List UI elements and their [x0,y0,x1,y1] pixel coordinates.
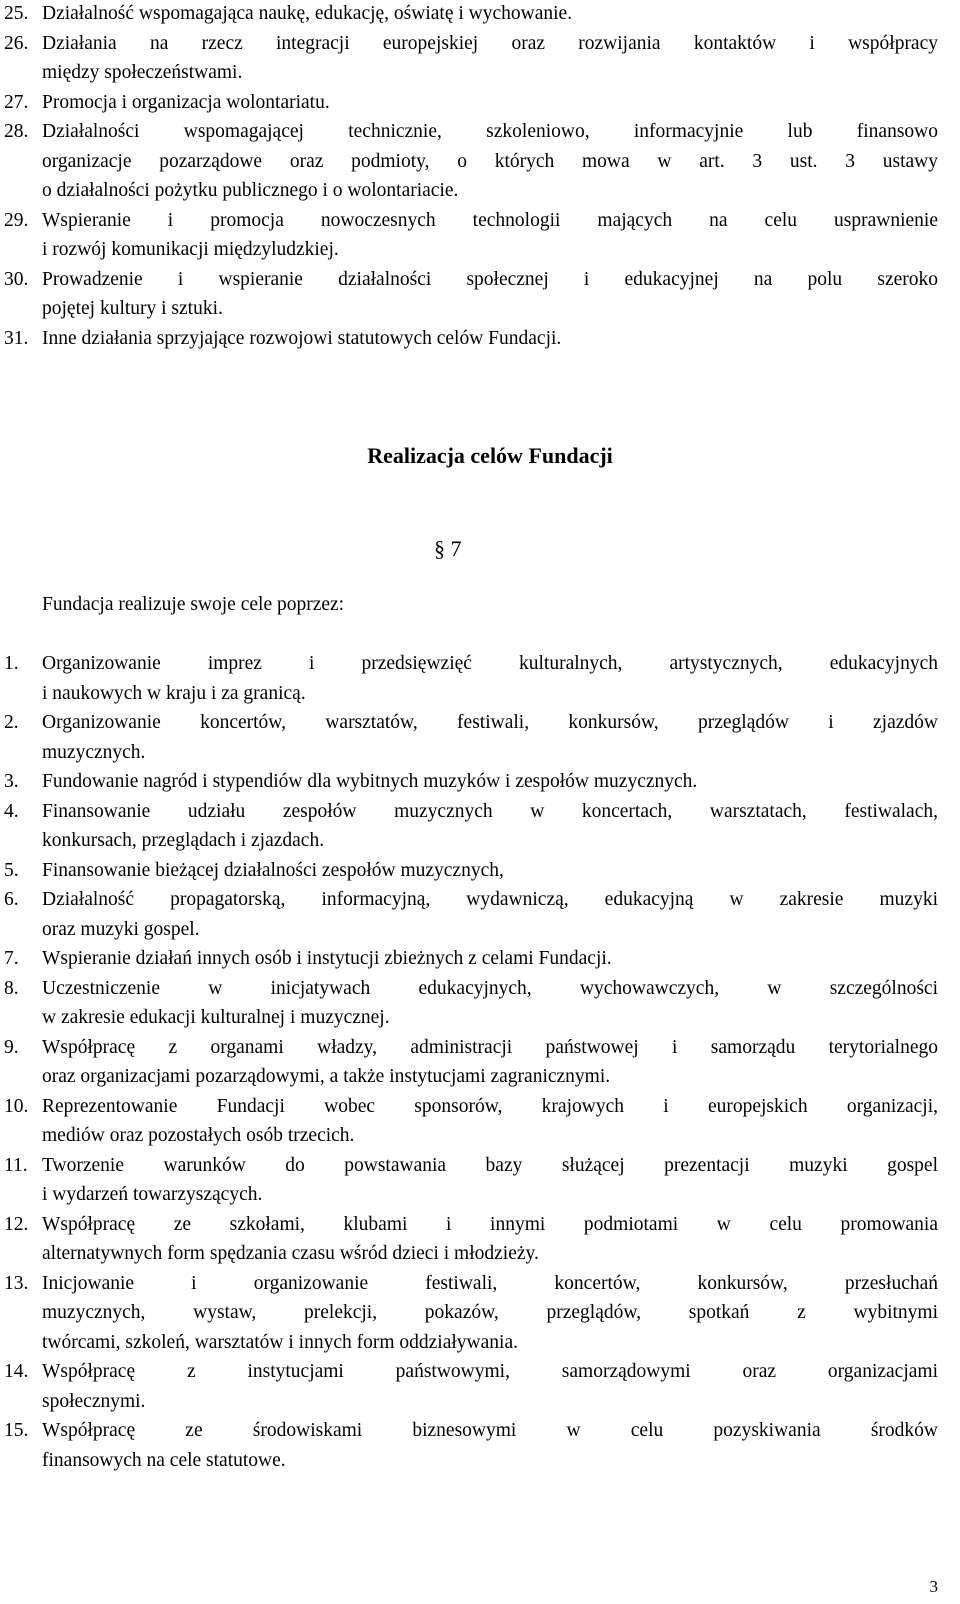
list-item [0,29,960,88]
list-item-text-line: między społeczeństwami. [42,62,243,83]
page-number: 3 [929,1577,938,1596]
section-heading: Realizacja celów Fundacji [367,443,613,468]
list-item-text-line: Finansowanie udziału zespołów muzycznych w koncertach, warsztatach, festiwalach, [42,800,938,822]
realization-means-list [0,649,960,1475]
list-item-number: 6. [4,889,19,910]
list-item-number: 25. [4,3,29,24]
list-item [0,117,960,206]
list-item-number: 14. [4,1361,29,1382]
list-item [0,206,960,265]
list-item-number: 28. [4,121,29,142]
list-item [0,944,960,974]
list-item [0,88,960,118]
list-item-text-line: Finansowanie bieżącej działalności zespołów muzycznych, [42,859,504,881]
list-item-text-line: Działalność propagatorską, informacyjną, wydawniczą, edukacyjną w zakresie muzyki [42,889,938,910]
list-item-number: 3. [4,771,19,792]
list-item-text-line: muzycznych. [42,741,146,763]
list-item-number: 27. [4,91,29,113]
list-item-text-line: organizacje pozarządowe oraz podmioty, o których mowa w art. 3 ust. 3 ustawy [42,150,938,172]
list-item-text-line: w zakresie edukacji kulturalnej i muzycznej. [42,1007,390,1028]
list-item-number: 7. [4,948,19,969]
list-item-text-line: Inne działania sprzyjające rozwojowi statutowych celów Fundacji. [42,327,562,349]
list-item [0,1092,960,1151]
list-item-text-line: oraz muzyki gospel. [42,918,200,940]
list-item-number: 13. [4,1272,29,1294]
list-item-text-line: Działalność wspomagająca naukę, edukację, oświatę i wychowanie. [42,3,573,24]
list-item [0,1269,960,1358]
list-item-text-line: alternatywnych form spędzania czasu wśród dzieci i młodzieży. [42,1243,539,1264]
list-item-text-line: Działalności wspomagającej technicznie, szkoleniowo, informacyjnie lub finansowo [42,121,938,142]
list-item-number: 8. [4,977,19,999]
list-item-text-line: Organizowanie imprez i przedsięwzięć kulturalnych, artystycznych, edukacyjnych [42,653,938,674]
list-item-text-line: Fundowanie nagród i stypendiów dla wybitnych muzyków i zespołów muzycznych. [42,771,698,792]
list-item-text-line: Reprezentowanie Fundacji wobec sponsorów, krajowych i europejskich organizacji, [42,1095,938,1117]
list-item-text-line: społecznymi. [42,1390,146,1412]
list-item-number: 4. [4,800,19,822]
list-item [0,856,960,886]
list-item-text-line: o działalności pożytku publicznego i o wolontariacie. [42,180,459,201]
list-item-text-line: Współpracę z instytucjami państwowymi, samorządowymi oraz organizacjami [42,1361,938,1382]
list-item-text-line: twórcami, szkoleń, warsztatów i innych form oddziaływania. [42,1331,518,1353]
list-item-text-line: Tworzenie warunków do powstawania bazy służącej prezentacji muzyki gospel [42,1154,938,1176]
list-item-text-line: mediów oraz pozostałych osób trzecich. [42,1125,355,1146]
list-item [0,1033,960,1092]
list-item-text-line: muzycznych, wystaw, prelekcji, pokazów, przeglądów, spotkań z wybitnymi [42,1302,938,1323]
list-item [0,974,960,1033]
list-item [0,885,960,944]
list-item-text-line: i rozwój komunikacji międzyludzkiej. [42,239,339,260]
list-item [0,649,960,708]
list-item-text-line: Współpracę ze środowiskami biznesowymi w celu pozyskiwania środków [42,1420,938,1441]
list-item-number: 26. [4,32,29,54]
list-item-text-line: oraz organizacjami pozarządowymi, a także instytucjami zagranicznymi. [42,1066,611,1087]
list-item [0,265,960,324]
list-item-text-line: i naukowych w kraju i za granicą. [42,682,306,704]
list-item-text-line: Prowadzenie i wspieranie działalności społecznej i edukacyjnej na polu szeroko [42,268,938,290]
list-item-number: 29. [4,209,29,231]
paragraph-sign: § 7 [434,536,462,561]
list-item [0,1210,960,1269]
list-item-text-line: konkursach, przeglądach i zjazdach. [42,830,325,851]
list-item-number: 5. [4,859,19,881]
list-item-number: 31. [4,327,29,349]
list-item-text-line: Organizowanie koncertów, warsztatów, festiwali, konkursów, przeglądów i zjazdów [42,712,938,733]
list-item [0,767,960,797]
list-item-text-line: Działania na rzecz integracji europejskiej oraz rozwijania kontaktów i współpracy [42,32,938,54]
list-item [0,708,960,767]
list-item [0,1357,960,1416]
list-item-text-line: Uczestniczenie w inicjatywach edukacyjnych, wychowawczych, w szczególności [42,977,938,999]
list-item-text-line: Promocja i organizacja wolontariatu. [42,91,330,113]
section-intro: Fundacja realizuje swoje cele poprzez: [42,594,345,615]
list-item-text-line: Wspieranie działań innych osób i instytucji zbieżnych z celami Fundacji. [42,948,612,969]
list-item [0,324,960,354]
list-item-number: 11. [4,1154,28,1176]
list-item-text-line: i wydarzeń towarzyszących. [42,1184,263,1205]
list-item-number: 15. [4,1420,29,1441]
list-item [0,0,960,29]
objectives-list-continued [0,0,960,353]
list-item [0,1416,960,1475]
list-item [0,1151,960,1210]
list-item-text-line: pojętej kultury i sztuki. [42,298,223,319]
list-item-number: 12. [4,1213,29,1235]
list-item-number: 10. [4,1095,29,1117]
list-item [0,797,960,856]
list-item-number: 2. [4,712,19,733]
list-item-number: 30. [4,268,29,290]
list-item-text-line: Współpracę z organami władzy, administracji państwowej i samorządu terytorialnego [42,1036,938,1058]
list-item-text-line: Współpracę ze szkołami, klubami i innymi podmiotami w celu promowania [42,1213,938,1235]
list-item-number: 1. [4,653,19,674]
list-item-number: 9. [4,1036,19,1058]
list-item-text-line: Inicjowanie i organizowanie festiwali, koncertów, konkursów, przesłuchań [42,1272,938,1294]
list-item-text-line: finansowych na cele statutowe. [42,1449,286,1471]
list-item-text-line: Wspieranie i promocja nowoczesnych technologii mających na celu usprawnienie [42,209,938,231]
